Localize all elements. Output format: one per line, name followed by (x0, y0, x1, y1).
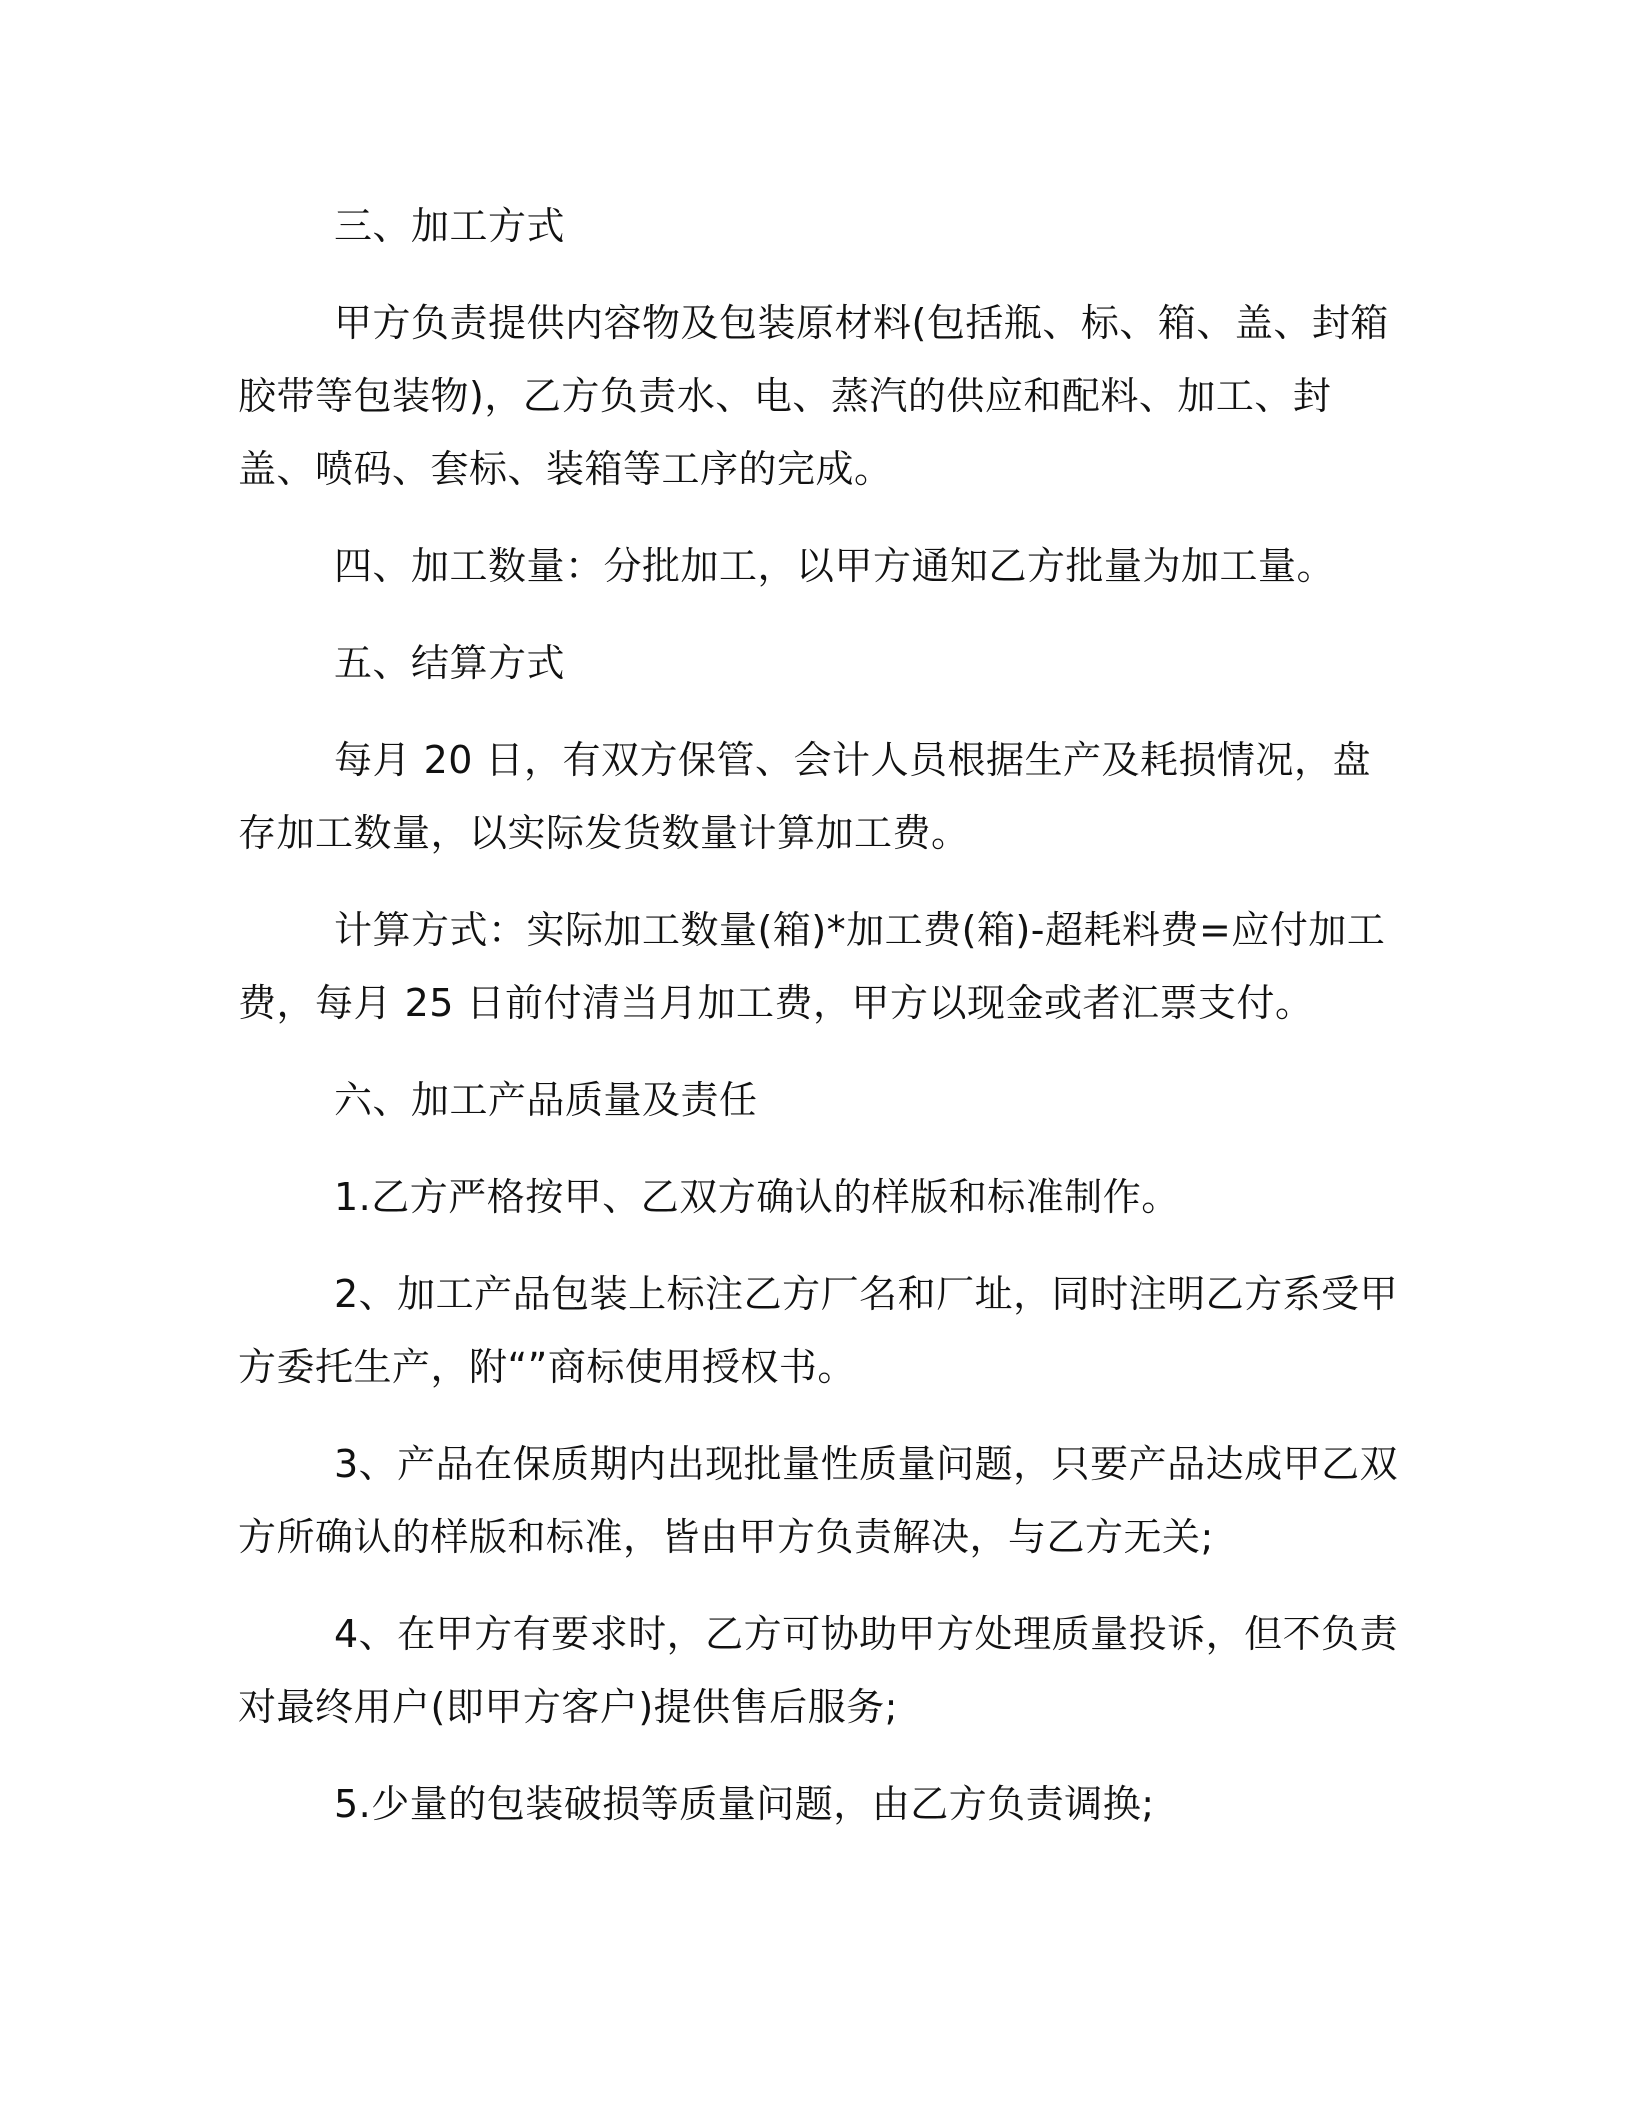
paragraph-gap (238, 603, 1408, 627)
paragraph-materials: 甲方负责提供内容物及包装原材料(包括瓶、标、箱、盖、封箱胶带等包装物)，乙方负责水、电、蒸汽的供应和配料、加工、封盖、喷码、套标、装箱等工序的完成。 (238, 301, 1389, 491)
paragraph-gap (238, 1574, 1408, 1598)
paragraph-gap (238, 870, 1408, 894)
paragraph-gap (238, 263, 1408, 287)
paragraph-gap (238, 1744, 1408, 1768)
section-heading-processing-quantity: 四、加工数量：分批加工，以甲方通知乙方批量为加工量。 (334, 544, 1336, 588)
paragraph-gap (238, 506, 1408, 530)
document-body (238, 190, 1408, 1841)
list-item-4: 4、在甲方有要求时，乙方可协助甲方处理质量投诉，但不负责对最终用户(即甲方客户)提供售后服务; (238, 1612, 1399, 1729)
list-item-2: 2、加工产品包装上标注乙方厂名和厂址，同时注明乙方系受甲方委托生产，附“”商标使用授权书。 (238, 1272, 1399, 1389)
paragraph-calculation: 计算方式：实际加工数量(箱)*加工费(箱)-超耗料费=应付加工费，每月 25 日前付清当月加工费，甲方以现金或者汇票支付。 (238, 908, 1386, 1025)
paragraph-gap (238, 700, 1408, 724)
section-heading-settlement: 五、结算方式 (334, 641, 566, 685)
list-item-1: 1.乙方严格按甲、乙双方确认的样版和标准制作。 (334, 1175, 1180, 1219)
paragraph-gap (238, 1234, 1408, 1258)
paragraph-gap (238, 1137, 1408, 1161)
paragraph-monthly-inventory: 每月 20 日，有双方保管、会计人员根据生产及耗损情况，盘存加工数量，以实际发货数量计算加工费。 (238, 738, 1372, 855)
section-heading-processing-method: 三、加工方式 (334, 204, 566, 248)
section-heading-quality: 六、加工产品质量及责任 (334, 1078, 758, 1122)
paragraph-gap (238, 1404, 1408, 1428)
list-item-3: 3、产品在保质期内出现批量性质量问题，只要产品达成甲乙双方所确认的样版和标准，皆由甲方负责解决，与乙方无关; (238, 1442, 1399, 1559)
paragraph-gap (238, 1040, 1408, 1064)
list-item-5: 5.少量的包装破损等质量问题，由乙方负责调换; (334, 1782, 1155, 1826)
